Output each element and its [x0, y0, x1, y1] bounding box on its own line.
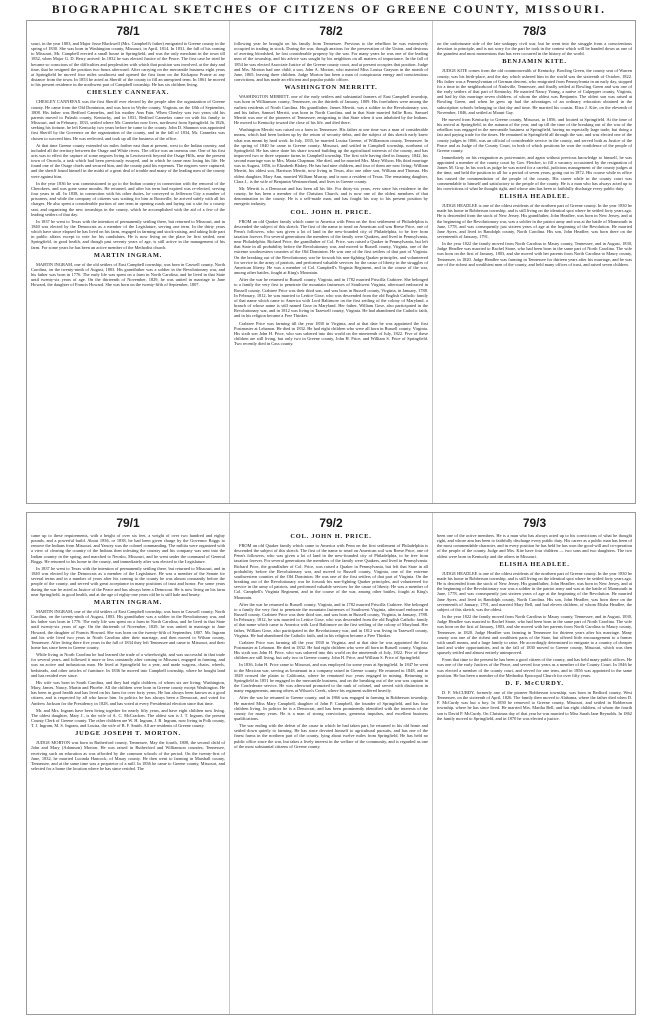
paragraph: In the year 1836 he was commissioned to go to the Indian country in connection with the removal of the Cherokees, and was gone some months. He returned, and after his term had expired was re-elected, serving four years in all. In 1838, in connection with his other duties, he conveyed to Jefferson City a number of prisoners, and while the company of citizens was waiting for him at Boonville, he arrived safely with all his charges. He also spent a considerable portion of one term in opening roads and laying out a site for a county seat, and organizing the new townships in the county, which he accomplished with the aid of a few of the leading settlers of that day. [31, 180, 225, 217]
page-number: 78/3 [522, 24, 547, 38]
paragraph: MARTIN INGRAM, one of the old settlers of East Campbell township, was born in Caswell county, North Carolina, on the twenty-ninth of August, 1803. His grandfather was a soldier in the Revolutionary war, and his father was born in 1776. The early life was spent on a farm in North Carolina, and he lived in that State until twenty-six years of age. On the thirteenth of November, 1829, he was united in marriage to Jane Howard, the daughter of Francis Howard. She was born on the twenty-fifth of September, 1807. [31, 261, 225, 288]
section-heading: ELISHA HEADLEE. [499, 560, 570, 568]
section-heading: JUDGE JOSEPH T. MORTON. [75, 730, 181, 738]
column-79-2 [230, 513, 433, 1014]
paragraph: on the unfortunate side of the late unhappy civil war, but he went into the struggle from a conscientious devotion to principle, and is not sorry for the part he took in the contest which will be handed down as one of the grandest and most momentous that has ever occurred in the history of the world. [437, 41, 632, 57]
paragraph: Mr. Merritt is a Democrat and has been all his life. For thirty-six years, ever since his residence in the county, he has been a member of the Christian Church, and is now one of the oldest members of that denomination in the county. He is a self-made man, and has fought his way to his present position by energetic industry. [234, 185, 428, 207]
section-heading: MARTIN INGRAM. [93, 251, 163, 259]
paragraph: been one of the active members. He is a man who has always acted up to his convictions of what he thought right, and whose aim has been to faithfully discharge every public duty. His career as a public man has been of the most commendable character, and in every position he has held he has won the good-will and co-operation of the people of the county. Judge and Mrs. Kite have four children — two sons and two daughters. The two oldest were born in Kentucky and the others in Missouri. [437, 533, 632, 559]
section-heading: MARTIN INGRAM. [93, 598, 163, 606]
page-header: BIOGRAPHICAL SKETCHES OF CITIZENS OF GREENE COUNTY, MISSOURI. [51, 4, 607, 16]
page-number: 78/2 [319, 24, 343, 38]
paragraph: JUDGE HEADLEE is one of the oldest residents of the northern part of Greene county. In the year 1830 he made his home in Robberson township, and is still living on the identical spot where he settled forty years ago. He is descended from the stock of New Jersey. His grandfather, John Headlee, was born in New Jersey, and at the beginning of the Revolutionary war was a soldier in the patriot army and was at the battle of Monmouth in June, 1778, and was consequently just sixteen years of age at the beginning of the Revolution. He married Jane Ayres, and lived in Randolph county, North Carolina. His son, John Headlee, was born there on the seventeenth of January, 1791, and married Mary Bell, and had eleven children, of whom Elisha Headlee, the subject of this sketch, was the oldest. [437, 570, 632, 612]
paragraph: In the year 1822 the family moved from North Carolina to Maury county, Tennessee, and in August, 1830, Judge Headlee was married to Rachel Stone, who had been born in the same part of North Carolina. The wife was born on the first of January, 1803, and she moved with her parents from North Carolina to Maury county, Tennessee, in 1820. Judge Headlee was farming in Tennessee for thirteen years after his marriage, and he was one of the richest and wealthiest men of the county, and held many offices of trust, and raised seven children. [437, 241, 632, 267]
section-heading: D. F. McCURDY. [505, 679, 564, 687]
paragraph: In 1836, John H. Price came to Missouri, and was employed for some years at Springfield. In 1847 he went to the Mexican war, serving as lieutenant in a company raised in Greene county. He returned in 1848, and in 1849 crossed the plains to California, where he remained two years engaged in mining. Returning to Springfield in 1851 he engaged in the mercantile business, and on the breaking out of the war was captain in the Confederate service. He was afterward promoted to the rank of colonel, and served with distinction in many engagements, among others at Wilson's Creek, where his regiment suffered heavily. [234, 662, 428, 694]
paragraph: MARTIN INGRAM, one of the old settlers of East Campbell township, was born in Caswell county, North Carolina, on the twenty-ninth of August, 1803. His grandfather was a soldier in the Revolutionary war, and his father was born in 1776. The early life was spent on a farm in North Carolina, and he lived in that State until twenty-six years of age. On the thirteenth of November, 1829, he was united in marriage to Jane Howard, the daughter of Francis Howard. She was born on the twenty-fifth of September, 1807. Mr. Ingram and his wife lived two years in North Carolina after their marriage, and then moved to Wilson county, Tennessee. After living there five years in the fall of 1834 they left Tennessee and came to Missouri, and their home has since been in Greene county. [31, 608, 225, 650]
paragraph: Washington Merritt was raised on a farm in Tennessee. His father at one time was a man of considerable means, which had been broken up by the return of security debts, and the subject of this sketch early knew what was meant by hard work. In July, 1835, he married Louisa Greene, of Williamson county, Tennessee. In the spring of 1840 he came to Greene county, Missouri, and settled in Campbell township, northeast of Springfield. He has since done his share toward building up the agricultural interests of the county, and has improved two or three separate farms in Campbell township. The first wife having died in January, 1842, his second marriage was to Mrs. Maria Chapman. She died, and he married Mrs. Mary Wilson. His third marriage was in August, 1856, to Elizabeth Blakey. He has had nine children, and four of them are now living: William Merritt, his oldest son, Harrison Merritt, now living in Texas, also one other son, William and Thomas. His oldest daughter, Mary Ann, married William Murray, and is now a resident of Texas. The remaining daughter, Clara J., is the wife of Benjamin Westmoreland, and lives in Greene county. [234, 127, 428, 184]
section-heading: COL. JOHN H. PRICE. [290, 533, 372, 540]
paragraph: D. F. McCURDY, formerly one of the pioneer Robberson township, was born in Bedford county, West Tennessee, on the sixteenth of April, 1826. The family then moved to Alabama, where the father died when D. F. McCurdy was but a boy. In 1850 he removed to Greene county, Missouri, and settled in Robberson township, where he has since lived. He married Mrs. Martha Bell, and has eight children, of whom the fourth son is David P. McCurdy. On Christmas day of that year he was married to Miss Sarah Jane Reynolds. In 1862 the family moved to Springfield, and in 1870 he was elected a justice. [437, 689, 632, 721]
paragraph: CHESLEY CANNEFAX was the first Sheriff ever elected by the people after the organization of Greene county. He came from the Old Dominion, and was born in Wythe county, Virginia, on the 18th of September, 1808. His father was Bedford Cannefax, and his mother Ann Fain. When Chesley was two years old his parents moved to Pulaski county, Kentucky, and in 1831, Bedford Cannefax came on with his family to Missouri, and in February, 1833, settled where Mr. Cannefax now lives, northwest from Springfield. In 1826, seeking his fortune, he left Kentucky two years before he came to the county. John D. Shannon was appointed first Sheriff by the Governor on the organization of the county, and in the fall of 1834, Mr. Cannefax was chosen to succeed him. He was reelected, and took up all the business of the office. [31, 99, 225, 141]
paragraph: While living in North Carolina he had learned the trade of a wheelwright, and was successful in that trade for several years, and followed it more or less constantly after coming to Missouri, engaged in farming, and was an active and industrious man. He lived at Springfield for a year, and made wagons, chairs, wheels, bedsteads, and other articles of furniture. In 1836 he moved into Campbell township, where he bought land and has resided ever since. [31, 652, 225, 678]
paragraph: His wife was born in South Carolina, and they had eight children, of whom six are living: Washington, Mary, James, Nancy, Martin and Phoebe. All the children were born in Greene county except Washington. He has been in good health and has lived on his farm for over forty years. He has always been known as a good citizen, and is respected by all who know him. In politics he has always been a Democrat, and voted for Andrew Jackson for the Presidency in 1828, and has voted at every Presidential election since that time. [31, 679, 225, 706]
paragraph: FROM an old Quaker family which came to America with Penn on the first settlement of Philadelphia is descended the subject of this sketch. The first of the name to tread on American soil was Reese Price, one of Penn's followers, who was given a lot of land in the new-founded city of Philadelphia, to be free from taxation forever. For several generations the members of the family were Quakers, and lived in Pennsylvania. Richard Price, the grandfather of Col. Price, was raised a Quaker in Pennsylvania, but left that State in all probability before the Revolutionary war, and moved to Russell county, Virginia, one of the extreme southwestern counties of the Old Dominion. He was one of the first settlers of that part of Virginia. On the breaking out of the Revolutionary war he forsook his non-fighting Quaker principles, and volunteered for service in the army of patriots, and performed valuable services for the cause of liberty. He was a member of Col. Campbell's Virginia Regiment, and in the course of the war, among other battles, fought at King's Mountain. [234, 543, 428, 600]
top-page-strip [26, 20, 636, 504]
paragraph: JUDGE MORTON was born in Rutherford county, Tennessee, May the fourth, 1808, the second child of John and Mary (Adamson) Morton. He was raised in Rutherford and Williamson counties, Tennessee, receiving such an education as was afforded by the common schools of the period. On the twenty-first of June, 1832, he married Lucinda Hancock, of Maury county. He then went to farming in Marshall county, Tennessee, and at the same time was a proprietor of a mill. In 1836 he came to Greene county, Missouri, and selected for a home the location where he has since resided. The [31, 740, 225, 772]
paragraph: Crabtree Price was farming till the year 1830 in Virginia, and at that date he was appointed the first Postmaster at Lebanon. He died in 1832. He had eight children who were all born in Russell county, Virginia. His sixth son John H. Price, who was ushered into this world on the nineteenth of July, 1822. Five of these children are still living, but only two in Greene county, John H. Price, and William S. Price of Springfield. Two recently died in Cass county. [234, 320, 428, 347]
paragraph: The war ending with the defeat of the cause in which he had taken part, he returned to his old home and settled down quietly to farming. He has since devoted himself to agricultural pursuits, and has one of the finest farms in the northern part of the county, lying about twelve miles from Springfield. He has held no public office since the war, but takes a lively interest in the welfare of the community, and is regarded as one of the most substantial citizens of Greene county. [234, 723, 428, 749]
paragraph: After the war he returned to Russell county, Virginia, and in 1782 married Priscilla Crabtree. She belonged to a family the very first to penetrate the mountain fastnesses of Southwest Virginia, afterward embraced in Russell county. Crabtree Price was their third son, and was born in Russell county, Virginia, in January, 1788. In February, 1812, he was married to Lettice Gose, who was descended from the old English Catholic family of that name which came to America with Lord Baltimore on the first settling of the colony of Maryland, a branch of whose name is still named Gose in Maryland. Her father, William Gose, also participated in the Revolutionary war, and in 1812 was living in Tazewell county, Virginia. He had abandoned the Catholic faith, and in his religion became a Free Thinker. [234, 277, 428, 319]
paragraph: JUDGE HEADLEE is one of the oldest residents of the northern part of Greene county. In the year 1830 he made his home in Robberson township, and is still living on the identical spot where he settled forty years ago. He is descended from the stock of New Jersey. His grandfather, John Headlee, was born in New Jersey, and at the beginning of the Revolutionary war, was a soldier in the patriot army and was at the battle of Monmouth in June, 1778, and was consequently just sixteen years of age at the beginning of the Revolution. He married Jane Ayres, and lived in Randolph county, North Carolina. His son, John Headlee, was born there on the seventeenth of January, 1791. [437, 203, 632, 239]
column-79-3 [433, 513, 636, 1014]
page-number: 79/3 [522, 516, 547, 530]
column-78-3 [433, 21, 636, 503]
paragraph: Immediately on his resignation as post-master, and again without previous knowledge to himself, he was appointed a member of the county court by Gov. Fletcher, to fill a vacancy occasioned by the resignation of James M. Gray. In his work as judge he was noted for a careful, judicious management of the county judges at the time, and held the position in all for a period of seven years, going out in 1872. His course while in office has caused the commendation of the people of the county. His career while in the county court was commendable to himself and satisfactory to the people of the county. He is a man who has always acted up to his convictions of what he thought right, and whose aim has been to faithfully discharge every public duty. [437, 154, 632, 191]
paragraph: came up to these requirements, with a height of over six feet, a weight of over two hundred and eighty pounds, and a powerful build. About 1836, or 1838, he had been given charge by the Governor Boggs to remove the Indians from Missouri, and Yancey was the colonel commanding. The militia were organized with a view of clearing the country of the Indians then infesting the country and his company was sent into the Indian country in the spring, and marched to Neosho, Missouri, and he went under the command of General Boggs. He returned to his home in the county, and immediately after was elected to the Legislature. [31, 533, 225, 564]
page-number: 79/2 [319, 516, 343, 530]
paragraph: He moved from Kentucky to Greene county, Missouri, in 1856, and located at Springfield. At the time of his arrival at Springfield, in the autumn of the year, and up till the time of the breaking out of the war of the rebellion was engaged in the mercantile business at Springfield, having no especially large trade, but doing a fair and paying trade for the times. He remained in Springfield all through the war, and was elected one of the county judges in 1866, was an official of considerable service in the county, and served both as Justice of the Peace and as Judge of the County Court, in both of which positions he won the confidence of the people of Greene county. [437, 116, 632, 153]
paragraph: In the year 1822 the family moved from North Carolina to Maury county, Tennessee, and in August, 1830, Judge Headlee was married to Rachel Stone, who had been born in the same part of North Carolina. The wife was born on the first of January, 1803, and she moved with her parents from North Carolina to Maury county, Tennessee, in 1820. Judge Headlee was farming in Tennessee for thirteen years after his marriage. Many county was one of the richest and wealthiest parts of the State, but offered little encouragement to a farmer with small means, and a large family to raise. He accordingly determined to emigrate to a country of cheaper land and wider opportunities, and in the fall of 1830 moved to Greene county, Missouri, which was then sparsely settled and almost entirely unimproved. [437, 614, 632, 656]
paragraph: In 1837 he went to Texas with the intention of permanently settling there, but returned to Missouri, and in 1840 was elected by the Democrats as a member of the Legislature, serving one term. In the thirty years which have since elapsed he has lived on his farm, engaged in farming and stock-raising, and taking little part in public affairs except to vote for his candidates. He is now living on the place he first settled, near Springfield, in good health, and though past seventy years of age, is still active in the management of his farm. For some years he has been an active member of the Methodist church. [31, 218, 225, 250]
column-79-1 [27, 513, 230, 1014]
bottom-page-strip [26, 512, 636, 1015]
paragraph: souri, in the year 1803, and Major Jesse Blackwell (Mrs. Campbell's father) emigrated to Greene county in the spring of 1830. She was born in Washington county, Missouri, in April, 1814. In 1831, the fall of his coming to Missouri, Mr. Campbell erected a small house in Springfield, and was the only merchant in the town till 1832, when Major G. D. Berry arrived. In 1832 he was elected Justice of the Peace. The first case he tried he became so conscious of the difficulties and perplexities with which that position was involved, at the duty and time, that he resigned the position two hours afterward. After carrying on the mercantile business eight years at Springfield he moved four miles southwest and opened the first farm on the Kickapoo Prairie at any distance from the town. In 1853 he acted as Sheriff of the county to fill an unexpired term. In 1861 he moved to his present residence in the northwest part of Campbell township. He has six children living. [31, 41, 225, 88]
section-heading: CHESLEY CANNEFAX. [86, 89, 170, 97]
section-heading: WASHINGTON MERRITT. [284, 84, 378, 92]
paragraph: FROM an old Quaker family which came to America with Penn on the first settlement of Philadelphia is descended the subject of this sketch. The first of the name to tread on American soil was Reese Price, one of Penn's followers, who was given a lot of land in the new-founded city of Philadelphia, to be free from taxation forever. For several generations the members of the family were Quakers, and lived in Pennsylvania, near Philadelphia. Richard Price, the grandfather of Col. Price, was raised a Quaker in Pennsylvania, but left that State in all probability before the Revolutionary war, and moved to Russell county, Virginia, one of the extreme southwestern counties of the Old Dominion. He was one of the first settlers of that part of Virginia. On the breaking out of the Revolutionary war he forsook his non-fighting Quaker principles, and volunteered for service in the army of patriots, and performed valuable services for the cause of liberty in the struggles of American liberty. He was a member of Col. Campbell's Virginia Regiment, and in the course of the war, among other battles, fought at King's Mountain. [234, 218, 428, 276]
section-heading: COL. JOHN H. PRICE. [290, 208, 372, 216]
paragraph: In 1837 he went to Texas with the intention of permanently settling there, but returned to Missouri, and in 1840 was elected by the Democrats as a member of the Legislature. He was a member of the Senate for several terms and in a number of years after his coming to the county he was almost constantly before the people of the county, and served with great acceptance in many positions of trust and honor. For some years during the war he acted as Justice of the Peace and has always been a Democrat. He is now living on his farm near Springfield, in good health, and at the age of eighty-one years old he is still hale and hearty. [31, 565, 225, 597]
paragraph: Crabtree Price was farming till the year 1830 in Virginia, and at that date he was appointed the first Postmaster at Lebanon. He died in 1832. He had eight children who were all born in Russell county, Virginia. His sixth son John H. Price, who was ushered into this world on the nineteenth of July, 1822. Five of these children are still living, but only two in Greene county, John H. Price, and William S. Price of Springfield. [234, 639, 428, 661]
paragraph: WASHINGTON MERRITT, one of the early settlers and substantial farmers of East Campbell township, was born in Williamson county, Tennessee, on the thirtieth of January, 1809. His forefathers were among the earliest residents of North Carolina. His grandfather, James Merritt, was a soldier in the Revolutionary war, and his father, Samuel Merritt, was born in North Carolina, and in that State married Sallie Ross. Samuel Merritt was one of the pioneers of Tennessee, emigrating to that State when it was inhabited by the Indians. He moved to Kentucky toward the close of his life, and died there. [234, 94, 428, 126]
column-78-1 [27, 21, 230, 503]
paragraph: At that time Greene county extended six miles farther east than at present, west to the Indian country, and included all the territory between the Osage and White rivers. The office was an onerous one. One of his first acts was to effect the capture of some negroes living in Lewiswreck beyond the Osage Hills, near the present town of Osceola, a task which had been previously essayed, and in which he came near losing his life. He found one of the Osage chiefs and secured him, and the county paid his expenses. The negroes were captured, and the sheriff found himself in the midst of a great deal of trouble and many of the leading men of the county were against him. [31, 142, 225, 179]
column-78-2 [230, 21, 433, 503]
paragraph: Mr. and Mrs. Ingram have been living together for nearly fifty years, and have eight children now living. The oldest daughter, Mary J., is the wife of A. C. McCracken. The oldest son is J. T. Ingram, the present County Clerk of Greene county. The other children are W. H. Ingram, J. B. Ingram, now living in Polk county, T. J. Ingram, M. S. Ingram, and Louisa, the wife of B. F. Smith. All are residents of Greene county. [31, 707, 225, 729]
page-number: 78/1 [116, 24, 140, 38]
section-heading: BENJAMIN KITE. [502, 58, 567, 66]
paragraph: JUDGE KITE comes from the old commonwealth of Kentucky. Bowling Green, the county seat of Warren county, was his birth-place, and the day which ushered him in the world was the sixteenth of October, 1822. His father was a Pennsylvanian of German descent, who emigrated from Pennsylvania in an early day, stopped for a time in the neighborhood of Nashville, Tennessee, and finally settled at Bowling Green and was one of the early settlers of that part of Kentucky. He married Nancy Young, a native of Culpepper county, Virginia, and had by this marriage seven children, of whom the oldest was Benjamin. The oldest son was raised at Bowling Green, and when he grew up had the advantages of an ordinary education obtained in the subscription schools belonging to that day and time. He married his cousin, Eliza J. Kite, on the eleventh of November, 1846, and settled at Mount Gay. [437, 68, 632, 115]
paragraph: following year he brought on his family from Tennessee. Previous to the rebellion he was extensively occupied in trading in stock. During the war, though anxious for the preservation of the Union, and desirous of averting bloodshed, he lost considerable property by the war. For many years he was one of the leading men of the township, and his advice was sought by his neighbors on all matters of importance. In the fall of 1854 he was elected Associate Justice of the Greene county court, and at present occupies that position. Judge and Mrs. Morton had one child, a son, John A. Morton, who married Miss Louisa Grayson in the month of June, 1865, leaving three children. Judge Morton has been a man of conspicuous energy and conscientious convictions, and has made an efficient and popular public officer. [234, 41, 428, 83]
paragraph: After the war he returned to Russell county, Virginia, and in 1782 married Priscilla Crabtree. She belonged to a family the very first to penetrate the mountain fastnesses of Southwest Virginia, afterward embraced in Russell county. Crabtree Price was their third son, and was born in Russell county, Virginia, in January, 1788. In February, 1812, he was married to Lettice Gose, who was descended from the old English Catholic family of that name which came to America with Lord Baltimore on the first settling of the colony of Maryland. Her father, William Gose, also participated in the Revolutionary war, and in 1812 was living in Tazewell county, Virginia. He had abandoned the Catholic faith, and in his religion became a Free Thinker. [234, 601, 428, 638]
paragraph: After the war he returned to Greene county, and in 1866 was engaged in farming in Robberson township. He married Miss Mary Campbell, daughter of John P. Campbell, the founder of Springfield, and has four children living. In politics he is a Democrat, and has been prominently identified with the interests of the county for many years. He is a man of strong convictions, generous impulses, and excellent business qualifications. [234, 695, 428, 721]
section-heading: ELISHA HEADLEE. [499, 193, 570, 201]
paragraph: From that time to the present he has been a good citizen of the county, and has held many public offices. He was one of the early Justices of the Peace, and served four years as a member of the County Court. In 1846 he was elected a member of the county court, and served for one term, and in 1856 was appointed to the same position. He has been a member of the Methodist Episcopal Church for over fifty years. [437, 657, 632, 678]
page-number: 79/1 [116, 516, 140, 530]
